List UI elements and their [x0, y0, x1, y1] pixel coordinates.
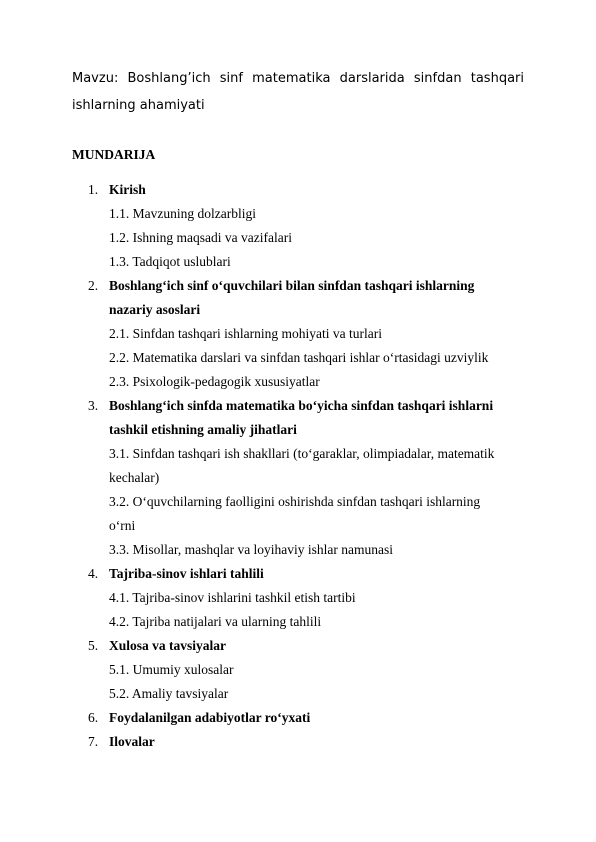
chapter-number: 6. — [88, 710, 99, 725]
subsection-title: 1.3. Tadqiqot uslublari — [109, 254, 231, 269]
subsection-title: 1.2. Ishning maqsadi va vazifalari — [109, 230, 292, 245]
toc-subsection — [0, 610, 596, 634]
toc-chapter — [0, 274, 596, 322]
chapter-title: Boshlang‘ich sinf o‘quvchilari bilan sinfdan tashqari ishlarning nazariy asoslari — [109, 278, 475, 317]
toc-subsection — [0, 250, 596, 274]
subsection-title: 2.2. Matematika darslari va sinfdan tashqari ishlar o‘rtasidagi uzviylik — [109, 350, 489, 365]
toc-chapter — [0, 394, 596, 442]
toc-subsection — [0, 658, 596, 682]
toc-subsection — [0, 370, 596, 394]
toc-subsection — [0, 202, 596, 226]
subsection-title: 2.1. Sinfdan tashqari ishlarning mohiyati va turlari — [109, 326, 382, 341]
table-of-contents — [0, 178, 596, 754]
document-title: Mavzu: Boshlang’ich sinf matematika darslarida sinfdan tashqari ishlarning ahamiyati — [72, 71, 524, 113]
toc-chapter — [0, 562, 596, 586]
chapter-title: Tajriba-sinov ishlari tahlili — [109, 566, 264, 581]
subsection-title: 3.3. Misollar, mashqlar va loyihaviy ishlar namunasi — [109, 542, 394, 557]
chapter-number: 5. — [88, 638, 99, 653]
subsection-title: 4.1. Tajriba-sinov ishlarini tashkil etish tartibi — [109, 590, 356, 605]
toc-subsection — [0, 586, 596, 610]
toc-subsection — [0, 226, 596, 250]
chapter-number: 3. — [88, 398, 99, 413]
chapter-number: 2. — [88, 278, 99, 293]
toc-chapter — [0, 178, 596, 202]
toc-chapter — [0, 730, 596, 754]
subsection-title: 5.1. Umumiy xulosalar — [109, 662, 234, 677]
chapter-number: 7. — [88, 734, 99, 749]
subsection-title: 5.2. Amaliy tavsiyalar — [109, 686, 229, 701]
toc-subsection — [0, 490, 596, 538]
toc-subsection — [0, 538, 596, 562]
toc-subsection — [0, 442, 596, 490]
subsection-title: 2.3. Psixologik-pedagogik xususiyatlar — [109, 374, 320, 389]
toc-subsection — [0, 322, 596, 346]
chapter-title: Xulosa va tavsiyalar — [109, 638, 227, 653]
contents-heading: MUNDARIJA — [72, 147, 156, 162]
subsection-title: 1.1. Mavzuning dolzarbligi — [109, 206, 256, 221]
chapter-number: 4. — [88, 566, 99, 581]
subsection-title: 3.1. Sinfdan tashqari ish shakllari (to‘garaklar, olimpiadalar, matematik kechalar) — [109, 446, 495, 485]
chapter-number: 1. — [88, 182, 99, 197]
toc-subsection — [0, 346, 596, 370]
toc-chapter — [0, 706, 596, 730]
subsection-title: 3.2. O‘quvchilarning faolligini oshirishda sinfdan tashqari ishlarning o‘rni — [109, 494, 481, 533]
chapter-title: Kirish — [109, 182, 146, 197]
subsection-title: 4.2. Tajriba natijalari va ularning tahlili — [109, 614, 322, 629]
chapter-title: Boshlang‘ich sinfda matematika bo‘yicha sinfdan tashqari ishlarni tashkil etishning amaliy jihatlari — [109, 398, 494, 437]
toc-subsection — [0, 682, 596, 706]
chapter-title: Foydalanilgan adabiyotlar ro‘yxati — [109, 710, 311, 725]
chapter-title: Ilovalar — [109, 734, 155, 749]
toc-chapter — [0, 634, 596, 658]
